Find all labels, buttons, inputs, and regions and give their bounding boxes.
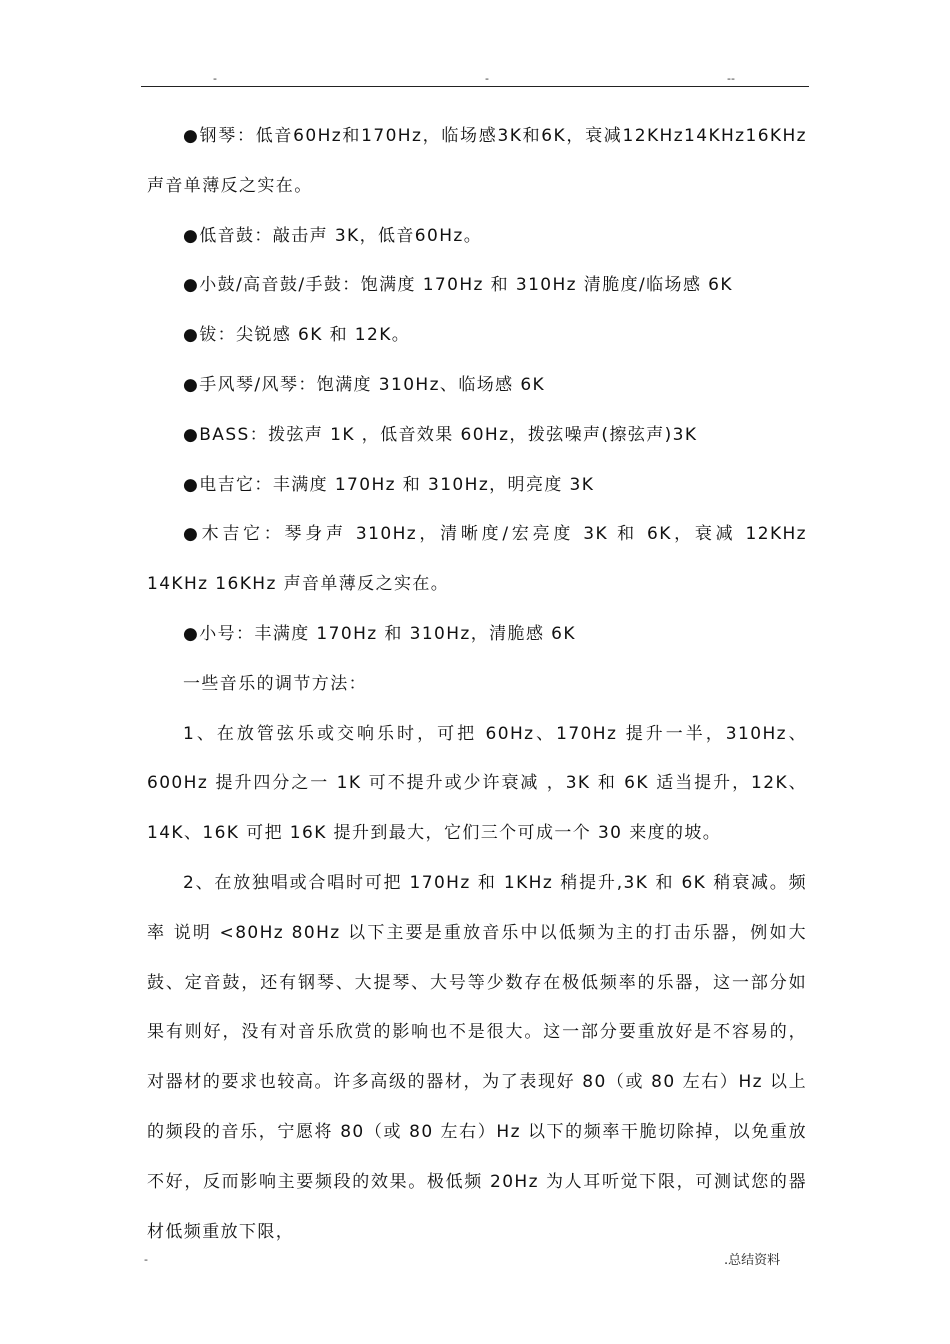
paragraph-accordion: ●手风琴/风琴：饱满度 310Hz、临场感 6K — [183, 374, 546, 395]
paragraph-method-1: 1、在放管弦乐或交响乐时，可把 60Hz、170Hz 提升一半，310Hz、600Hz 提升四分之一 1K 可不提升或少许衰减 ，3K 和 6K 适当提升，12K、14K、16K 可把 16K 提升到最大，它们三个可成一个 30 来度的坡。 — [147, 723, 807, 844]
header-mark-right: -- — [727, 72, 735, 85]
paragraph-piano: ●钢琴：低音60Hz和170Hz，临场感3K和6K，衰减12KHz14KHz16KHz 声音单薄反之实在。 — [147, 126, 807, 196]
paragraph-acoustic-guitar: ●木吉它：琴身声 310Hz，清晰度/宏亮度 3K 和 6K，衰减 12KHz 14KHz 16KHz 声音单薄反之实在。 — [147, 524, 807, 595]
header-mark-center: - — [485, 72, 489, 85]
paragraph-snare-drum: ●小鼓/高音鼓/手鼓：饱满度 170Hz 和 310Hz 清脆度/临场感 6K — [183, 275, 733, 296]
paragraph-electric-guitar: ●电吉它：丰满度 170Hz 和 310Hz，明亮度 3K — [183, 474, 595, 495]
footer-label: .总结资料 — [724, 1253, 781, 1268]
paragraph-bass: ●BASS：拨弦声 1K ，低音效果 60Hz，拨弦噪声(擦弦声)3K — [183, 424, 698, 445]
footer-mark-left: - — [144, 1253, 148, 1266]
paragraph-bass-drum: ●低音鼓：敲击声 3K，低音60Hz。 — [183, 225, 483, 246]
header-mark-left: - — [213, 72, 217, 85]
paragraph-cymbal: ●钹：尖锐感 6K 和 12K。 — [183, 325, 411, 346]
paragraph-method-2: 2、在放独唱或合唱时可把 170Hz 和 1KHz 稍提升,3K 和 6K 稍衰减。频率 说明 <80Hz 80Hz 以下主要是重放音乐中以低频为主的打击乐器，例如大鼓、定音鼓，还有钢琴、大提琴、大号等少数存在极低频率的乐器，这一部分如果有则好，没有对音乐欣赏的影响也不是很大。这一部分要重放好是不容易的，对器材的要求也较高。许多高级的器材，为了表现好 80（或 80 左右）Hz 以上的频段的音乐，宁愿将 80（或 80 左右）Hz 以下的频率干脆切除掉，以免重放不好，反而影响主要频段的效果。极低频 20Hz 为人耳听觉下限，可测试您的器材低频重放下限， — [147, 872, 807, 1242]
header-divider — [141, 86, 809, 87]
paragraph-trumpet: ●小号：丰满度 170Hz 和 310Hz，清脆感 6K — [183, 623, 576, 644]
document-body — [147, 112, 807, 1257]
section-heading-methods: 一些音乐的调节方法： — [183, 673, 367, 694]
